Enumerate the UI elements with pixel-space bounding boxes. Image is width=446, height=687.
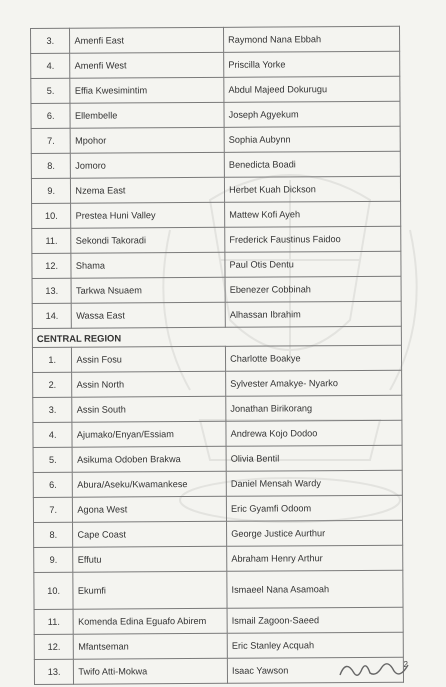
table-row [34,570,403,609]
member-name-cell: Ebenezer Cobbinah [225,276,401,302]
constituency-cell: Mfantseman [74,633,228,659]
member-name-cell: Isaac Yawson [227,657,403,683]
member-name-cell: Mattew Kofi Ayeh [225,201,401,227]
row-number: 8. [34,522,74,547]
member-name-cell: Olivia Bentil [226,445,402,471]
row-number: 11. [34,609,74,634]
row-number: 13. [32,278,72,303]
constituency-cell: Prestea Huni Valley [71,202,225,228]
row-number: 4. [31,53,71,78]
row-number: 9. [31,178,71,203]
member-name-cell: Priscilla Yorke [224,51,400,77]
table-row [33,370,402,397]
table-row [32,301,401,328]
row-number: 3. [31,28,71,53]
row-number: 10. [34,572,74,609]
table-row [33,445,402,472]
member-name-cell: Jonathan Birikorang [226,395,402,421]
member-name-cell: Ismaeel Nana Asamoah [227,570,403,608]
table-row [31,151,400,178]
row-number: 13. [34,659,74,684]
western-region-rows [31,26,402,328]
constituency-cell: Agona West [73,496,227,522]
row-number: 7. [31,128,71,153]
member-name-cell: Abdul Majeed Dokurugu [224,76,400,102]
constituency-cell: Komenda Edina Eguafo Abirem [73,608,227,634]
constituency-cell: Amenfi West [70,52,224,78]
constituency-cell: Wassa East [72,302,226,328]
row-number: 12. [34,634,74,659]
table-row [31,101,400,128]
member-name-cell: Ismail Zagoon-Saeed [227,607,403,633]
constituency-cell: Tarkwa Nsuaem [71,277,225,303]
constituency-cell: Amenfi East [70,27,224,53]
member-name-cell: Daniel Mensah Wardy [226,470,402,496]
table-row [33,495,402,522]
table-row [33,470,402,497]
row-number: 14. [32,303,72,328]
member-name-cell: Benedicta Boadi [224,151,400,177]
member-name-cell: Frederick Faustinus Faidoo [225,226,401,252]
row-number: 7. [33,497,73,522]
table-row [31,51,400,78]
constituency-cell: Cape Coast [73,521,227,547]
row-number: 9. [34,547,74,572]
member-name-cell: Herbet Kuah Dickson [224,176,400,202]
constituency-cell: Twifo Atti-Mokwa [74,658,228,684]
member-name-cell: George Justice Aurthur [227,520,403,546]
row-number: 12. [32,253,72,278]
member-name-cell: Sophia Aubynn [224,126,400,152]
row-number: 6. [33,472,73,497]
table-row [32,226,401,253]
member-name-cell: Eric Stanley Acquah [227,632,403,658]
row-number: 4. [33,422,73,447]
row-number: 6. [31,103,71,128]
member-name-cell: Sylvester Amakye- Nyarko [226,370,402,396]
constituency-cell: Effutu [73,546,227,572]
member-name-cell: Joseph Agyekum [224,101,400,127]
constituency-cell: Jomoro [71,152,225,178]
row-number: 11. [32,228,72,253]
row-number: 8. [31,153,71,178]
constituency-cell: Assin Fosu [72,346,226,372]
row-number: 1. [32,347,72,372]
constituency-cell: Mpohor [71,127,225,153]
central-region-rows [32,345,403,684]
member-name-cell: Charlotte Boakye [226,345,402,371]
member-name-cell: Eric Gyamfi Odoom [226,495,402,521]
table-row [33,420,402,447]
signature-initials [336,655,416,681]
constituency-cell: Ajumako/Enyan/Essiam [72,421,226,447]
constituency-cell: Nzema East [71,177,225,203]
table-row [34,545,403,572]
constituency-cell: Assin South [72,396,226,422]
table-row [31,176,400,203]
region-heading-central: CENTRAL REGION [32,326,401,347]
constituency-cell: Shama [71,252,225,278]
table-row [33,395,402,422]
table-row [34,520,403,547]
member-name-cell: Andrewa Kojo Dodoo [226,420,402,446]
table-row [32,251,401,278]
row-number: 10. [32,203,72,228]
constituency-cell: Assin North [72,371,226,397]
constituency-cell: Asikuma Odoben Brakwa [72,446,226,472]
row-number: 2. [33,372,73,397]
page-number: 2 [403,660,408,669]
constituency-cell: Ellembelle [70,102,224,128]
member-name-cell: Alhassan Ibrahim [225,301,401,327]
central-region-header [32,326,401,347]
table-row [31,26,400,53]
member-name-cell: Raymond Nana Ebbah [224,26,400,52]
row-number: 5. [33,447,73,472]
table-row [32,345,401,372]
table-row [31,126,400,153]
row-number: 5. [31,78,71,103]
table-row [31,76,400,103]
row-number: 3. [33,397,73,422]
constituency-cell: Abura/Aseku/Kwamankese [73,471,227,497]
table-row [32,201,401,228]
member-name-cell: Paul Otis Dentu [225,251,401,277]
constituency-cell: Sekondi Takoradi [71,227,225,253]
table-row [32,276,401,303]
table-row [34,607,403,634]
member-name-cell: Abraham Henry Arthur [227,545,403,571]
constituency-table [30,26,404,685]
constituency-cell: Ekumfi [73,571,227,609]
constituency-cell: Effia Kwesimintim [70,77,224,103]
